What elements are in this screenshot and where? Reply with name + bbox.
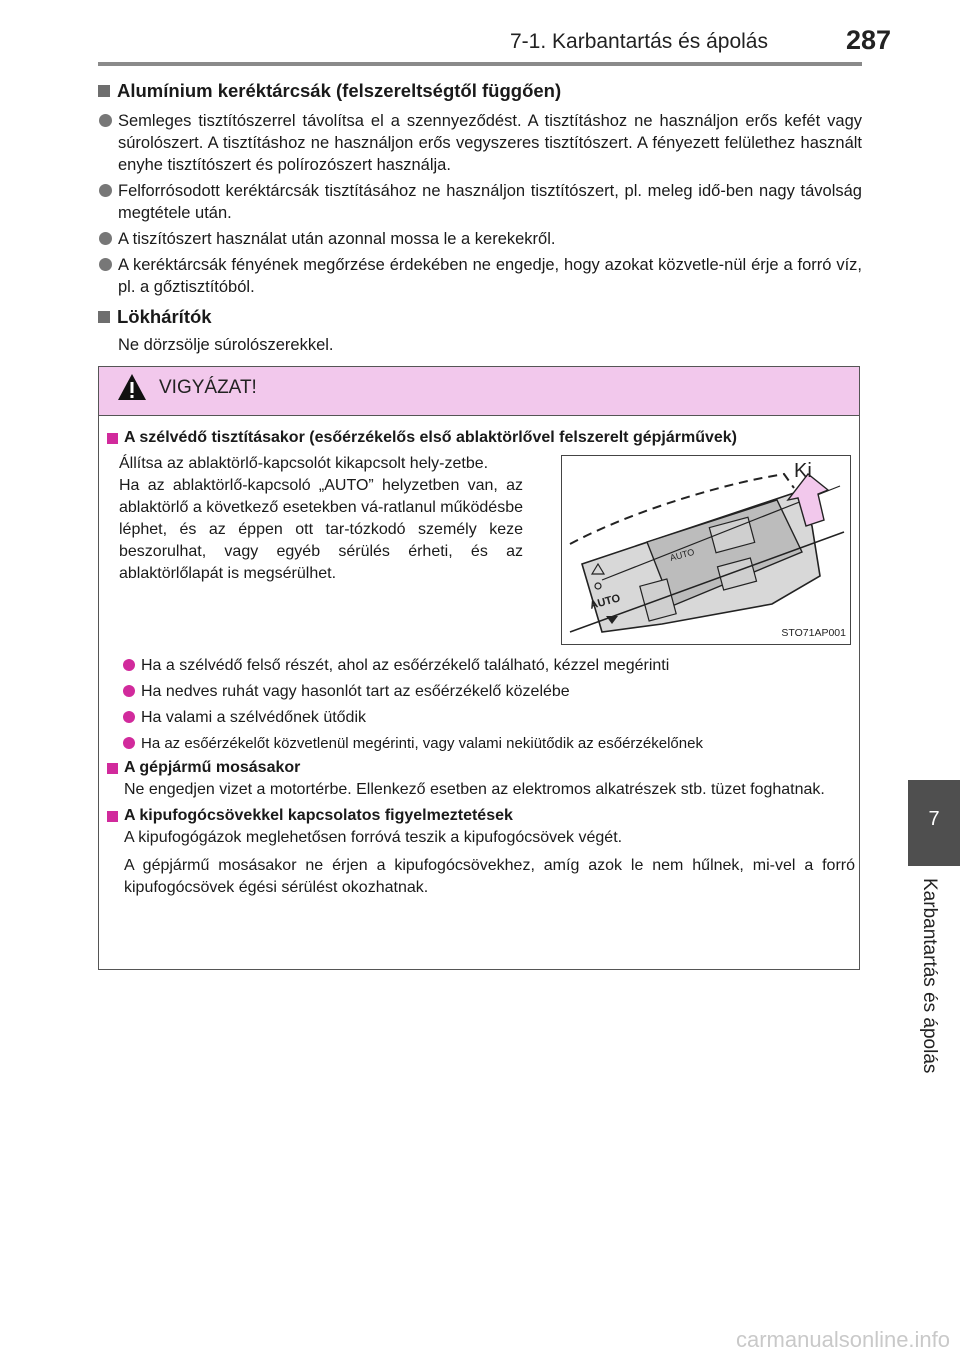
main-content	[98, 80, 862, 368]
list-item: Ha a szélvédő felső részét, ahol az esőérzékelő található, kézzel megérinti	[107, 655, 855, 677]
windshield-title: A szélvédő tisztításakor (esőérzékelős első ablaktörlővel felszerelt gépjárművek)	[124, 429, 737, 446]
page-number: 287	[846, 25, 892, 55]
list-item: Felforrósodott keréktárcsák tisztításához ne használjon tisztítószert, pl. meleg idő-ben nagy távolság megtétele után.	[98, 180, 862, 224]
auto-switch-label: AUTO	[668, 546, 696, 563]
chapter-number: 7	[928, 808, 940, 830]
off-position-label: Ki	[794, 460, 812, 482]
square-bullet-icon	[107, 433, 118, 444]
circle-bullet-icon	[123, 659, 135, 671]
wiper-lever-illustration	[562, 456, 850, 644]
exhaust-text-1: A kipufogógázok meglehetősen forróvá teszik a kipufogócsövek végét.	[124, 829, 623, 846]
square-bullet-icon	[98, 311, 110, 323]
windshield-text-1: Állítsa az ablaktörlő-kapcsolót kikapcsolt hely-zetbe.	[119, 455, 489, 472]
list-item: A tiszítószert használat után azonnal mossa le a kerekekről.	[98, 228, 862, 250]
header-divider	[98, 62, 862, 66]
chapter-label: Karbantartás és ápolás	[919, 878, 940, 1074]
windshield-row	[107, 453, 855, 645]
warning-triangle-icon	[117, 372, 147, 402]
watermark: carmanualsonline.info	[736, 1327, 951, 1352]
wheels-title: Alumínium keréktárcsák (felszereltségtől függően)	[117, 80, 562, 101]
warning-body	[107, 429, 855, 905]
exhaust-heading	[107, 807, 855, 825]
list-item: Semleges tisztítószerrel távolítsa el a szennyeződést. A tisztításhoz ne használjon erős kefét vagy súrolószert. A tisztításhoz ne használjon erős vegyszeres tisztítószert. A fényezett felülethez használt enyhe tisztítószert és polírozószert használja.	[98, 110, 862, 176]
square-bullet-icon	[107, 763, 118, 774]
bumpers-heading	[98, 306, 862, 328]
circle-bullet-icon	[99, 232, 112, 245]
circle-bullet-icon	[123, 685, 135, 697]
windshield-text-2: Ha az ablaktörlő-kapcsoló „AUTO” helyzetben van, az ablaktörlő a következő esetekben vá-ratlanul működésbe léphet, és az éppen ott tar-tózkodó személy keze beszorulhat, vagy egyéb sérülés érheti, és az ablaktörlőlapát is megsérülhet.	[119, 477, 523, 582]
square-bullet-icon	[107, 811, 118, 822]
bumpers-text: Ne dörzsölje súrolószerekkel.	[118, 336, 334, 354]
wiper-switch-figure	[561, 455, 851, 645]
car-wash-title: A gépjármű mosásakor	[124, 759, 301, 776]
section-title: 7-1. Karbantartás és ápolás	[510, 30, 768, 53]
wheels-heading	[98, 80, 862, 102]
page-header	[0, 0, 960, 66]
figure-caption: STO71AP001	[781, 627, 846, 639]
warning-label: VIGYÁZAT!	[159, 377, 257, 398]
circle-bullet-icon	[123, 737, 135, 749]
windshield-instructions	[107, 453, 523, 645]
square-bullet-icon	[98, 85, 110, 97]
chapter-tab	[908, 780, 960, 866]
auto-position-label: AUTO	[588, 592, 622, 612]
exhaust-title: A kipufogócsövekkel kapcsolatos figyelmeztetések	[124, 807, 513, 824]
car-wash-text: Ne engedjen vizet a motortérbe. Ellenkező esetben az elektromos alkatrészek stb. tüzet foghatnak.	[124, 781, 825, 798]
list-item: A keréktárcsák fényének megőrzése érdekében ne engedje, hogy azokat közvetle-nül érje a forró víz, pl. a gőztisztítóból.	[98, 254, 862, 298]
warning-box	[98, 366, 860, 970]
bumpers-title: Lökhárítók	[117, 306, 212, 327]
car-wash-heading	[107, 759, 855, 777]
windshield-heading	[107, 429, 855, 447]
circle-bullet-icon	[99, 114, 112, 127]
exhaust-text-2: A gépjármű mosásakor ne érjen a kipufogócsövekhez, amíg azok le nem hűlnek, mi-vel a forró kipufogócsövek égési sérülést okozhatnak.	[124, 857, 855, 896]
warning-header	[99, 367, 859, 416]
list-item: Ha az esőérzékelőt közvetlenül megérinti, vagy valami nekiütődik az esőérzékelőnek	[107, 733, 855, 755]
list-item: Ha valami a szélvédőnek ütődik	[107, 707, 855, 729]
circle-bullet-icon	[123, 711, 135, 723]
circle-bullet-icon	[99, 258, 112, 271]
list-item: Ha nedves ruhát vagy hasonlót tart az esőérzékelő közelébe	[107, 681, 855, 703]
circle-bullet-icon	[99, 184, 112, 197]
